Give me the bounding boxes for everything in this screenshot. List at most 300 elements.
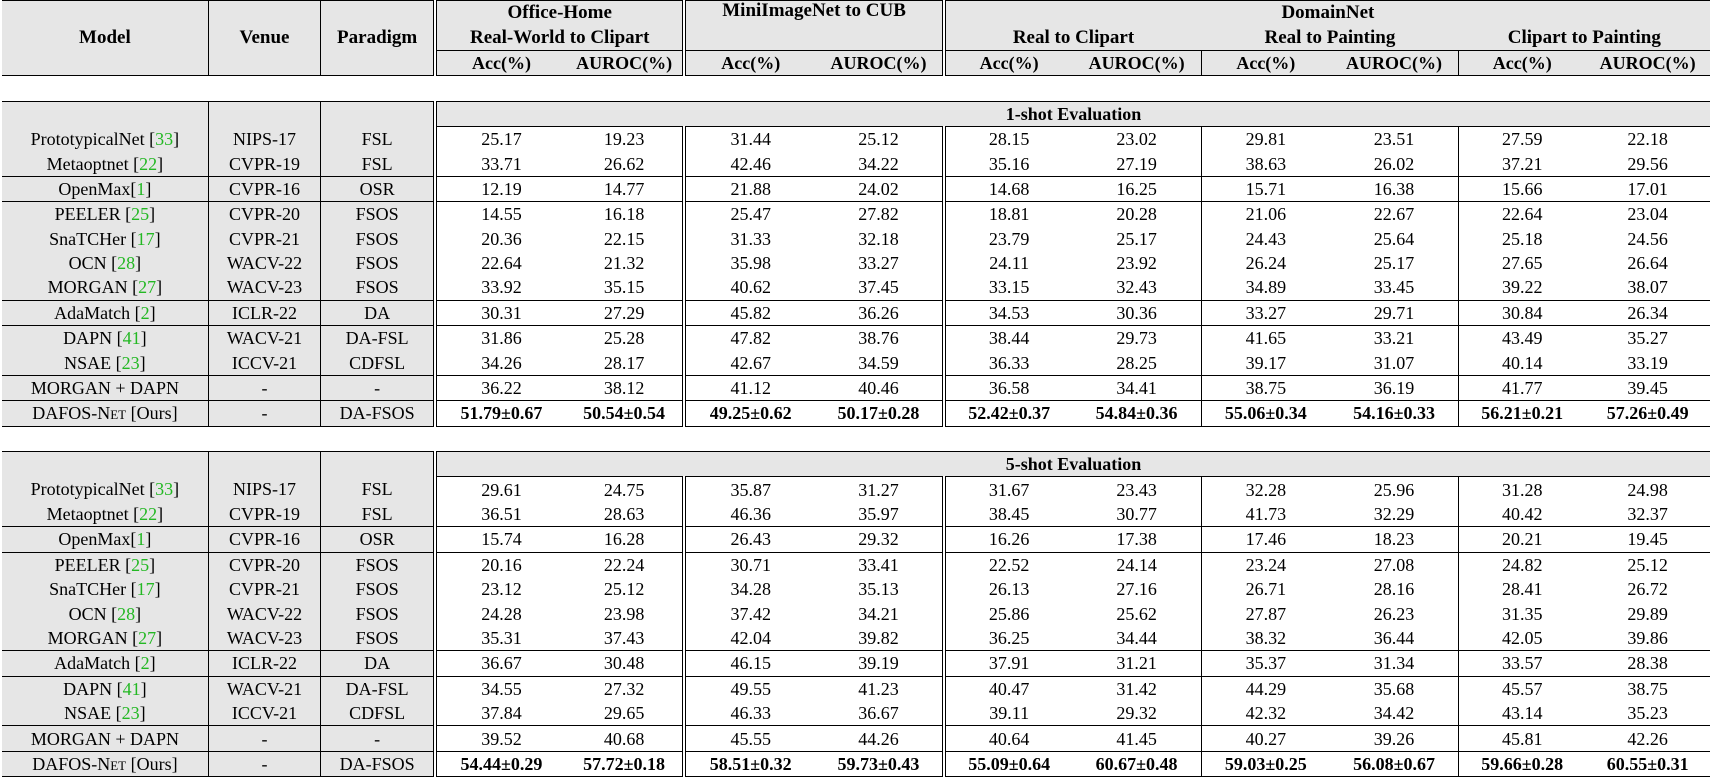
section-gap-cell (2, 426, 1710, 451)
acc-value: 52.42±0.37 (944, 401, 1073, 426)
venue-cell: CVPR-21 (208, 577, 320, 601)
header-domainnet-sub-2: Clipart to Painting (1459, 25, 1710, 50)
acc-value: 34.55 (435, 676, 566, 701)
table-row (2, 202, 1710, 227)
header-domainnet-sub-0: Real to Clipart (944, 25, 1201, 50)
auroc-value: 24.02 (815, 176, 944, 201)
venue-cell: CVPR-19 (208, 151, 320, 176)
section-title: 5-shot Evaluation (435, 452, 1710, 477)
acc-value: 38.32 (1201, 626, 1330, 651)
acc-value: 14.55 (435, 202, 566, 227)
model-name-smallcaps: Net (97, 403, 127, 424)
citation-bracket-open: [ (126, 579, 137, 600)
citation-link[interactable]: 1 (136, 529, 146, 550)
auroc-value: 25.12 (1627, 554, 1668, 575)
acc-value: 31.28 (1459, 477, 1586, 502)
venue-cell: WACV-21 (208, 326, 320, 351)
header-auroc-2: AUROC(%) (1073, 50, 1202, 75)
citation-link[interactable]: 2 (140, 302, 150, 323)
acc-value: 28.15 (944, 126, 1073, 151)
paradigm-cell: - (321, 726, 435, 751)
auroc-value: 22.18 (1627, 129, 1668, 150)
auroc-value: 27.32 (603, 678, 645, 699)
auroc-value: 39.45 (1585, 375, 1710, 400)
section-model-blank (2, 101, 208, 126)
acc-value: 15.66 (1459, 176, 1586, 201)
acc-value: 30.84 (1459, 300, 1586, 325)
citation-bracket-open: [ (120, 554, 132, 575)
auroc-value: 22.67 (1373, 204, 1415, 225)
citation-bracket-open: [ (112, 678, 123, 699)
auroc-value: 29.56 (1585, 151, 1710, 176)
acc-value: 38.45 (944, 502, 1073, 527)
venue-cell: CVPR-20 (208, 202, 320, 227)
auroc-value: 25.17 (1373, 253, 1415, 274)
model-name: MORGAN (47, 627, 128, 648)
acc-value: 54.44±0.29 (435, 751, 566, 776)
model-cell (2, 151, 208, 176)
table-row (2, 577, 1710, 601)
acc-value: 55.09±0.64 (944, 751, 1073, 776)
acc-value: 25.17 (435, 126, 566, 151)
acc-value: 59.03±0.25 (1201, 751, 1330, 776)
auroc-value: 35.97 (815, 502, 944, 527)
acc-value: 33.71 (435, 151, 566, 176)
table-row (2, 275, 1710, 300)
acc-value: 42.04 (684, 626, 815, 651)
paradigm-cell: FSOS (321, 227, 435, 251)
acc-value: 38.63 (1201, 151, 1330, 176)
auroc-value: 16.18 (603, 204, 645, 225)
acc-value: 39.11 (944, 701, 1073, 726)
citation-link[interactable]: 28 (117, 603, 136, 624)
acc-value: 27.59 (1459, 126, 1586, 151)
citation-link[interactable]: 27 (138, 627, 157, 648)
acc-value: 33.15 (944, 275, 1073, 300)
header-officehome-line1: Office-Home (435, 1, 684, 26)
auroc-value: 25.28 (603, 328, 645, 349)
auroc-value: 40.46 (815, 375, 944, 400)
auroc-value: 32.43 (1073, 275, 1202, 300)
acc-value: 26.43 (684, 527, 815, 552)
paradigm-cell: DA-FSL (321, 676, 435, 701)
citation-bracket-close: ] (149, 554, 156, 575)
model-cell (2, 375, 208, 400)
auroc-value: 14.77 (566, 176, 685, 201)
citation-bracket-open: [ (106, 253, 118, 274)
table-row (2, 176, 1710, 201)
citation-link[interactable]: 28 (117, 253, 136, 274)
acc-value: 43.14 (1459, 701, 1586, 726)
acc-value: 40.47 (944, 676, 1073, 701)
auroc-value: 30.77 (1073, 502, 1202, 527)
citation-bracket-close: ] (154, 579, 161, 600)
auroc-value: 23.51 (1373, 129, 1415, 150)
acc-value: 31.67 (944, 477, 1073, 502)
auroc-value: 38.76 (858, 328, 899, 349)
auroc-value: 16.28 (566, 527, 685, 552)
auroc-value: 35.68 (1373, 678, 1415, 699)
citation-bracket-close: ] (173, 479, 180, 500)
table-row (2, 227, 1710, 251)
header-venue: Venue (208, 1, 320, 76)
venue-cell: - (208, 401, 320, 426)
paradigm-cell: OSR (321, 176, 435, 201)
acc-value: 35.37 (1201, 651, 1330, 676)
citation-link[interactable]: 25 (131, 554, 150, 575)
acc-value: 41.73 (1201, 502, 1330, 527)
section-title: 1-shot Evaluation (435, 101, 1710, 126)
model-name: MORGAN + DAPN (30, 728, 179, 749)
citation-link[interactable]: 23 (121, 352, 140, 373)
model-cell (2, 401, 208, 426)
citation-bracket-close: ] (149, 653, 156, 674)
auroc-value: 28.16 (1373, 579, 1415, 600)
auroc-value: 41.23 (858, 678, 899, 699)
model-name: PEELER (54, 554, 121, 575)
venue-cell: WACV-22 (208, 601, 320, 625)
paradigm-cell: FSOS (321, 577, 435, 601)
citation-bracket-close: ] (145, 529, 152, 550)
table-row (2, 251, 1710, 275)
auroc-value: 31.27 (858, 479, 899, 500)
auroc-value: 26.62 (566, 151, 685, 176)
acc-value: 21.06 (1201, 202, 1330, 227)
acc-value: 31.33 (684, 227, 815, 251)
acc-value: 45.57 (1459, 676, 1586, 701)
header-officehome-line2: Real-World to Clipart (435, 25, 684, 50)
citation-bracket-open: [ (111, 703, 122, 724)
table-row (2, 326, 1710, 351)
auroc-value: 31.07 (1330, 350, 1459, 375)
citation-link[interactable]: 27 (138, 277, 157, 298)
venue-cell: CVPR-19 (208, 502, 320, 527)
table-row (2, 601, 1710, 625)
acc-value: 36.33 (944, 350, 1073, 375)
venue-cell: NIPS-17 (208, 126, 320, 151)
acc-value: 23.79 (944, 227, 1073, 251)
model-cell (2, 651, 208, 676)
auroc-value: 38.12 (566, 375, 685, 400)
model-cell (2, 701, 208, 726)
model-name: MORGAN (47, 277, 128, 298)
paradigm-cell: DA (321, 300, 435, 325)
section-gap (2, 76, 1710, 101)
acc-value: 31.35 (1459, 601, 1586, 625)
auroc-value: 32.37 (1585, 502, 1710, 527)
auroc-value: 28.25 (1073, 350, 1202, 375)
acc-value: 31.44 (684, 126, 815, 151)
model-cell (2, 275, 208, 300)
acc-value: 56.21±0.21 (1459, 401, 1586, 426)
auroc-value: 26.02 (1330, 151, 1459, 176)
acc-value: 22.64 (435, 251, 566, 275)
section-venue-blank (208, 452, 320, 477)
citation-bracket-open: [ (126, 228, 137, 249)
venue-cell: WACV-21 (208, 676, 320, 701)
citation-link[interactable]: 23 (121, 703, 140, 724)
acc-value: 20.36 (435, 227, 566, 251)
acc-value: 42.46 (684, 151, 815, 176)
auroc-value: 34.59 (815, 350, 944, 375)
citation-bracket-close: ] (145, 178, 152, 199)
citation-bracket-open: [ (130, 529, 137, 550)
model-name: Metaoptnet (46, 153, 129, 174)
citation-bracket-open: [ (130, 178, 137, 199)
auroc-value: 34.22 (815, 151, 944, 176)
acc-value: 12.19 (435, 176, 566, 201)
acc-value: 41.77 (1459, 375, 1586, 400)
model-name: DAPN (63, 328, 113, 349)
citation-link[interactable]: 25 (131, 204, 150, 225)
auroc-value: 27.82 (858, 204, 899, 225)
table-row (2, 126, 1710, 151)
auroc-value: 25.96 (1373, 479, 1415, 500)
citation-link[interactable]: 1 (136, 178, 146, 199)
citation-bracket-open: [ (127, 627, 139, 648)
venue-cell: - (208, 751, 320, 776)
auroc-value: 23.92 (1116, 253, 1157, 274)
acc-value: 16.26 (944, 527, 1073, 552)
acc-value: 29.61 (435, 477, 566, 502)
acc-value: 46.33 (684, 701, 815, 726)
model-name: DAFOS- (32, 403, 98, 424)
citation-link[interactable]: 22 (139, 504, 158, 524)
acc-value: 38.75 (1201, 375, 1330, 400)
model-cell (2, 726, 208, 751)
auroc-value: 31.42 (1116, 678, 1157, 699)
table-row (2, 350, 1710, 375)
model-cell (2, 577, 208, 601)
citation-bracket-open: [ (130, 653, 141, 674)
model-name: OCN (68, 603, 107, 624)
acc-value: 33.92 (435, 275, 566, 300)
section-paradigm-blank (321, 101, 435, 126)
acc-value: 39.17 (1201, 350, 1330, 375)
auroc-value: 36.67 (815, 701, 944, 726)
acc-value: 21.88 (684, 176, 815, 201)
citation-bracket-open: [ (128, 153, 140, 174)
model-cell (2, 477, 208, 502)
auroc-value: 32.29 (1330, 502, 1459, 527)
citation-bracket-open: [ (128, 504, 140, 524)
paradigm-cell: CDFSL (321, 350, 435, 375)
header-auroc-1: AUROC(%) (815, 50, 944, 75)
header-auroc-0: AUROC(%) (566, 50, 685, 75)
auroc-value: 33.21 (1373, 328, 1415, 349)
auroc-value: 26.72 (1627, 579, 1668, 600)
acc-value: 36.51 (435, 502, 566, 527)
auroc-value: 39.26 (1330, 726, 1459, 751)
auroc-value: 50.17±0.28 (815, 401, 944, 426)
citation-link[interactable]: 33 (155, 128, 174, 149)
acc-value: 42.32 (1201, 701, 1330, 726)
auroc-value: 23.98 (603, 603, 645, 624)
auroc-value: 22.15 (603, 228, 645, 249)
acc-value: 37.91 (944, 651, 1073, 676)
acc-value: 34.89 (1201, 275, 1330, 300)
auroc-value: 23.43 (1116, 479, 1157, 500)
auroc-value: 31.21 (1073, 651, 1202, 676)
acc-value: 26.71 (1201, 577, 1330, 601)
citation-bracket-open: [ (106, 603, 118, 624)
auroc-value: 32.18 (858, 228, 899, 249)
acc-value: 36.67 (435, 651, 566, 676)
paradigm-cell: FSOS (321, 275, 435, 300)
acc-value: 15.74 (435, 527, 566, 552)
acc-value: 17.46 (1201, 527, 1330, 552)
model-name: SnaTCHer (49, 228, 127, 249)
venue-cell: CVPR-21 (208, 227, 320, 251)
venue-cell: ICLR-22 (208, 300, 320, 325)
citation-link[interactable]: 41 (122, 328, 141, 349)
acc-value: 39.22 (1459, 275, 1586, 300)
paradigm-cell: DA (321, 651, 435, 676)
header-acc-0: Acc(%) (435, 50, 566, 75)
section-venue-blank (208, 101, 320, 126)
model-name-suffix: [Ours] (126, 753, 178, 774)
auroc-value: 17.38 (1073, 527, 1202, 552)
citation-link[interactable]: 22 (139, 153, 158, 174)
auroc-value: 30.48 (566, 651, 685, 676)
acc-value: 39.52 (435, 726, 566, 751)
header-paradigm: Paradigm (321, 1, 435, 76)
citation-bracket-close: ] (140, 328, 147, 349)
citation-bracket-close: ] (139, 352, 146, 373)
acc-value: 40.14 (1459, 350, 1586, 375)
auroc-value: 27.16 (1116, 579, 1157, 600)
model-cell (2, 176, 208, 201)
model-name: MORGAN + DAPN (30, 378, 179, 399)
model-name: OCN (68, 253, 107, 274)
acc-value: 41.12 (684, 375, 815, 400)
venue-cell: NIPS-17 (208, 477, 320, 502)
acc-value: 30.31 (435, 300, 566, 325)
acc-value: 36.25 (944, 626, 1073, 651)
citation-link[interactable]: 41 (122, 678, 141, 699)
auroc-value: 44.26 (815, 726, 944, 751)
auroc-value: 60.55±0.31 (1585, 751, 1710, 776)
model-cell (2, 326, 208, 351)
auroc-value: 36.26 (815, 300, 944, 325)
auroc-value: 57.26±0.49 (1585, 401, 1710, 426)
table-row (2, 375, 1710, 400)
model-cell (2, 502, 208, 527)
paradigm-cell: FSL (321, 126, 435, 151)
acc-value: 22.52 (944, 552, 1073, 577)
venue-cell: WACV-23 (208, 275, 320, 300)
header-miniimagenet-cub: MiniImageNet to CUB (684, 1, 943, 26)
auroc-value: 41.45 (1073, 726, 1202, 751)
acc-value: 49.25±0.62 (684, 401, 815, 426)
auroc-value: 35.23 (1585, 701, 1710, 726)
auroc-value: 23.02 (1116, 129, 1157, 150)
acc-value: 26.24 (1201, 251, 1330, 275)
citation-bracket-close: ] (149, 302, 156, 323)
auroc-value: 36.19 (1330, 375, 1459, 400)
paradigm-cell: FSOS (321, 601, 435, 625)
model-name-suffix: [Ours] (126, 403, 178, 424)
auroc-value: 21.32 (603, 253, 645, 274)
section-title-row (2, 452, 1710, 477)
model-cell (2, 251, 208, 275)
model-cell (2, 626, 208, 651)
auroc-value: 27.29 (566, 300, 685, 325)
acc-value: 24.82 (1459, 552, 1586, 577)
table-row (2, 626, 1710, 651)
auroc-value: 16.38 (1330, 176, 1459, 201)
table-row (2, 527, 1710, 552)
citation-link[interactable]: 33 (155, 479, 174, 500)
venue-cell: - (208, 726, 320, 751)
paradigm-cell: - (321, 375, 435, 400)
auroc-value: 35.13 (858, 579, 899, 600)
citation-bracket-close: ] (135, 253, 142, 274)
acc-value: 27.87 (1201, 601, 1330, 625)
auroc-value: 28.63 (566, 502, 685, 527)
venue-cell: WACV-22 (208, 251, 320, 275)
acc-value: 27.65 (1459, 251, 1586, 275)
acc-value: 30.71 (684, 552, 815, 577)
acc-value: 20.21 (1459, 527, 1586, 552)
auroc-value: 37.45 (815, 275, 944, 300)
citation-bracket-close: ] (139, 703, 146, 724)
model-name: PEELER (54, 204, 121, 225)
acc-value: 23.12 (435, 577, 566, 601)
auroc-value: 59.73±0.43 (815, 751, 944, 776)
citation-bracket-close: ] (156, 277, 163, 298)
auroc-value: 33.27 (858, 253, 899, 274)
section-gap-cell (2, 76, 1710, 101)
model-cell (2, 350, 208, 375)
results-table (2, 0, 1710, 777)
citation-bracket-close: ] (154, 228, 161, 249)
model-name: AdaMatch (54, 653, 131, 674)
acc-value: 45.82 (684, 300, 815, 325)
header-model: Model (2, 1, 208, 76)
table-row (2, 701, 1710, 726)
table-row (2, 651, 1710, 676)
acc-value: 33.57 (1459, 651, 1586, 676)
auroc-value: 33.19 (1585, 350, 1710, 375)
acc-value: 32.28 (1201, 477, 1330, 502)
auroc-value: 34.21 (858, 603, 899, 624)
citation-bracket-close: ] (157, 504, 164, 524)
table-row (2, 552, 1710, 577)
acc-value: 25.47 (684, 202, 815, 227)
model-name: DAPN (63, 678, 113, 699)
citation-link[interactable]: 17 (136, 228, 155, 249)
venue-cell: WACV-23 (208, 626, 320, 651)
auroc-value: 33.45 (1330, 275, 1459, 300)
header-domainnet: DomainNet (944, 1, 1710, 26)
header-auroc-3: AUROC(%) (1330, 50, 1459, 75)
citation-link[interactable]: 17 (136, 579, 155, 600)
acc-value: 35.16 (944, 151, 1073, 176)
acc-value: 38.44 (944, 326, 1073, 351)
model-cell (2, 227, 208, 251)
acc-value: 37.21 (1459, 151, 1586, 176)
auroc-value: 42.26 (1585, 726, 1710, 751)
acc-value: 40.62 (684, 275, 815, 300)
citation-bracket-open: [ (144, 128, 156, 149)
citation-link[interactable]: 2 (140, 653, 150, 674)
header-acc-4: Acc(%) (1459, 50, 1586, 75)
auroc-value: 38.07 (1585, 275, 1710, 300)
auroc-value: 31.34 (1330, 651, 1459, 676)
auroc-value: 30.36 (1073, 300, 1202, 325)
acc-value: 44.29 (1201, 676, 1330, 701)
